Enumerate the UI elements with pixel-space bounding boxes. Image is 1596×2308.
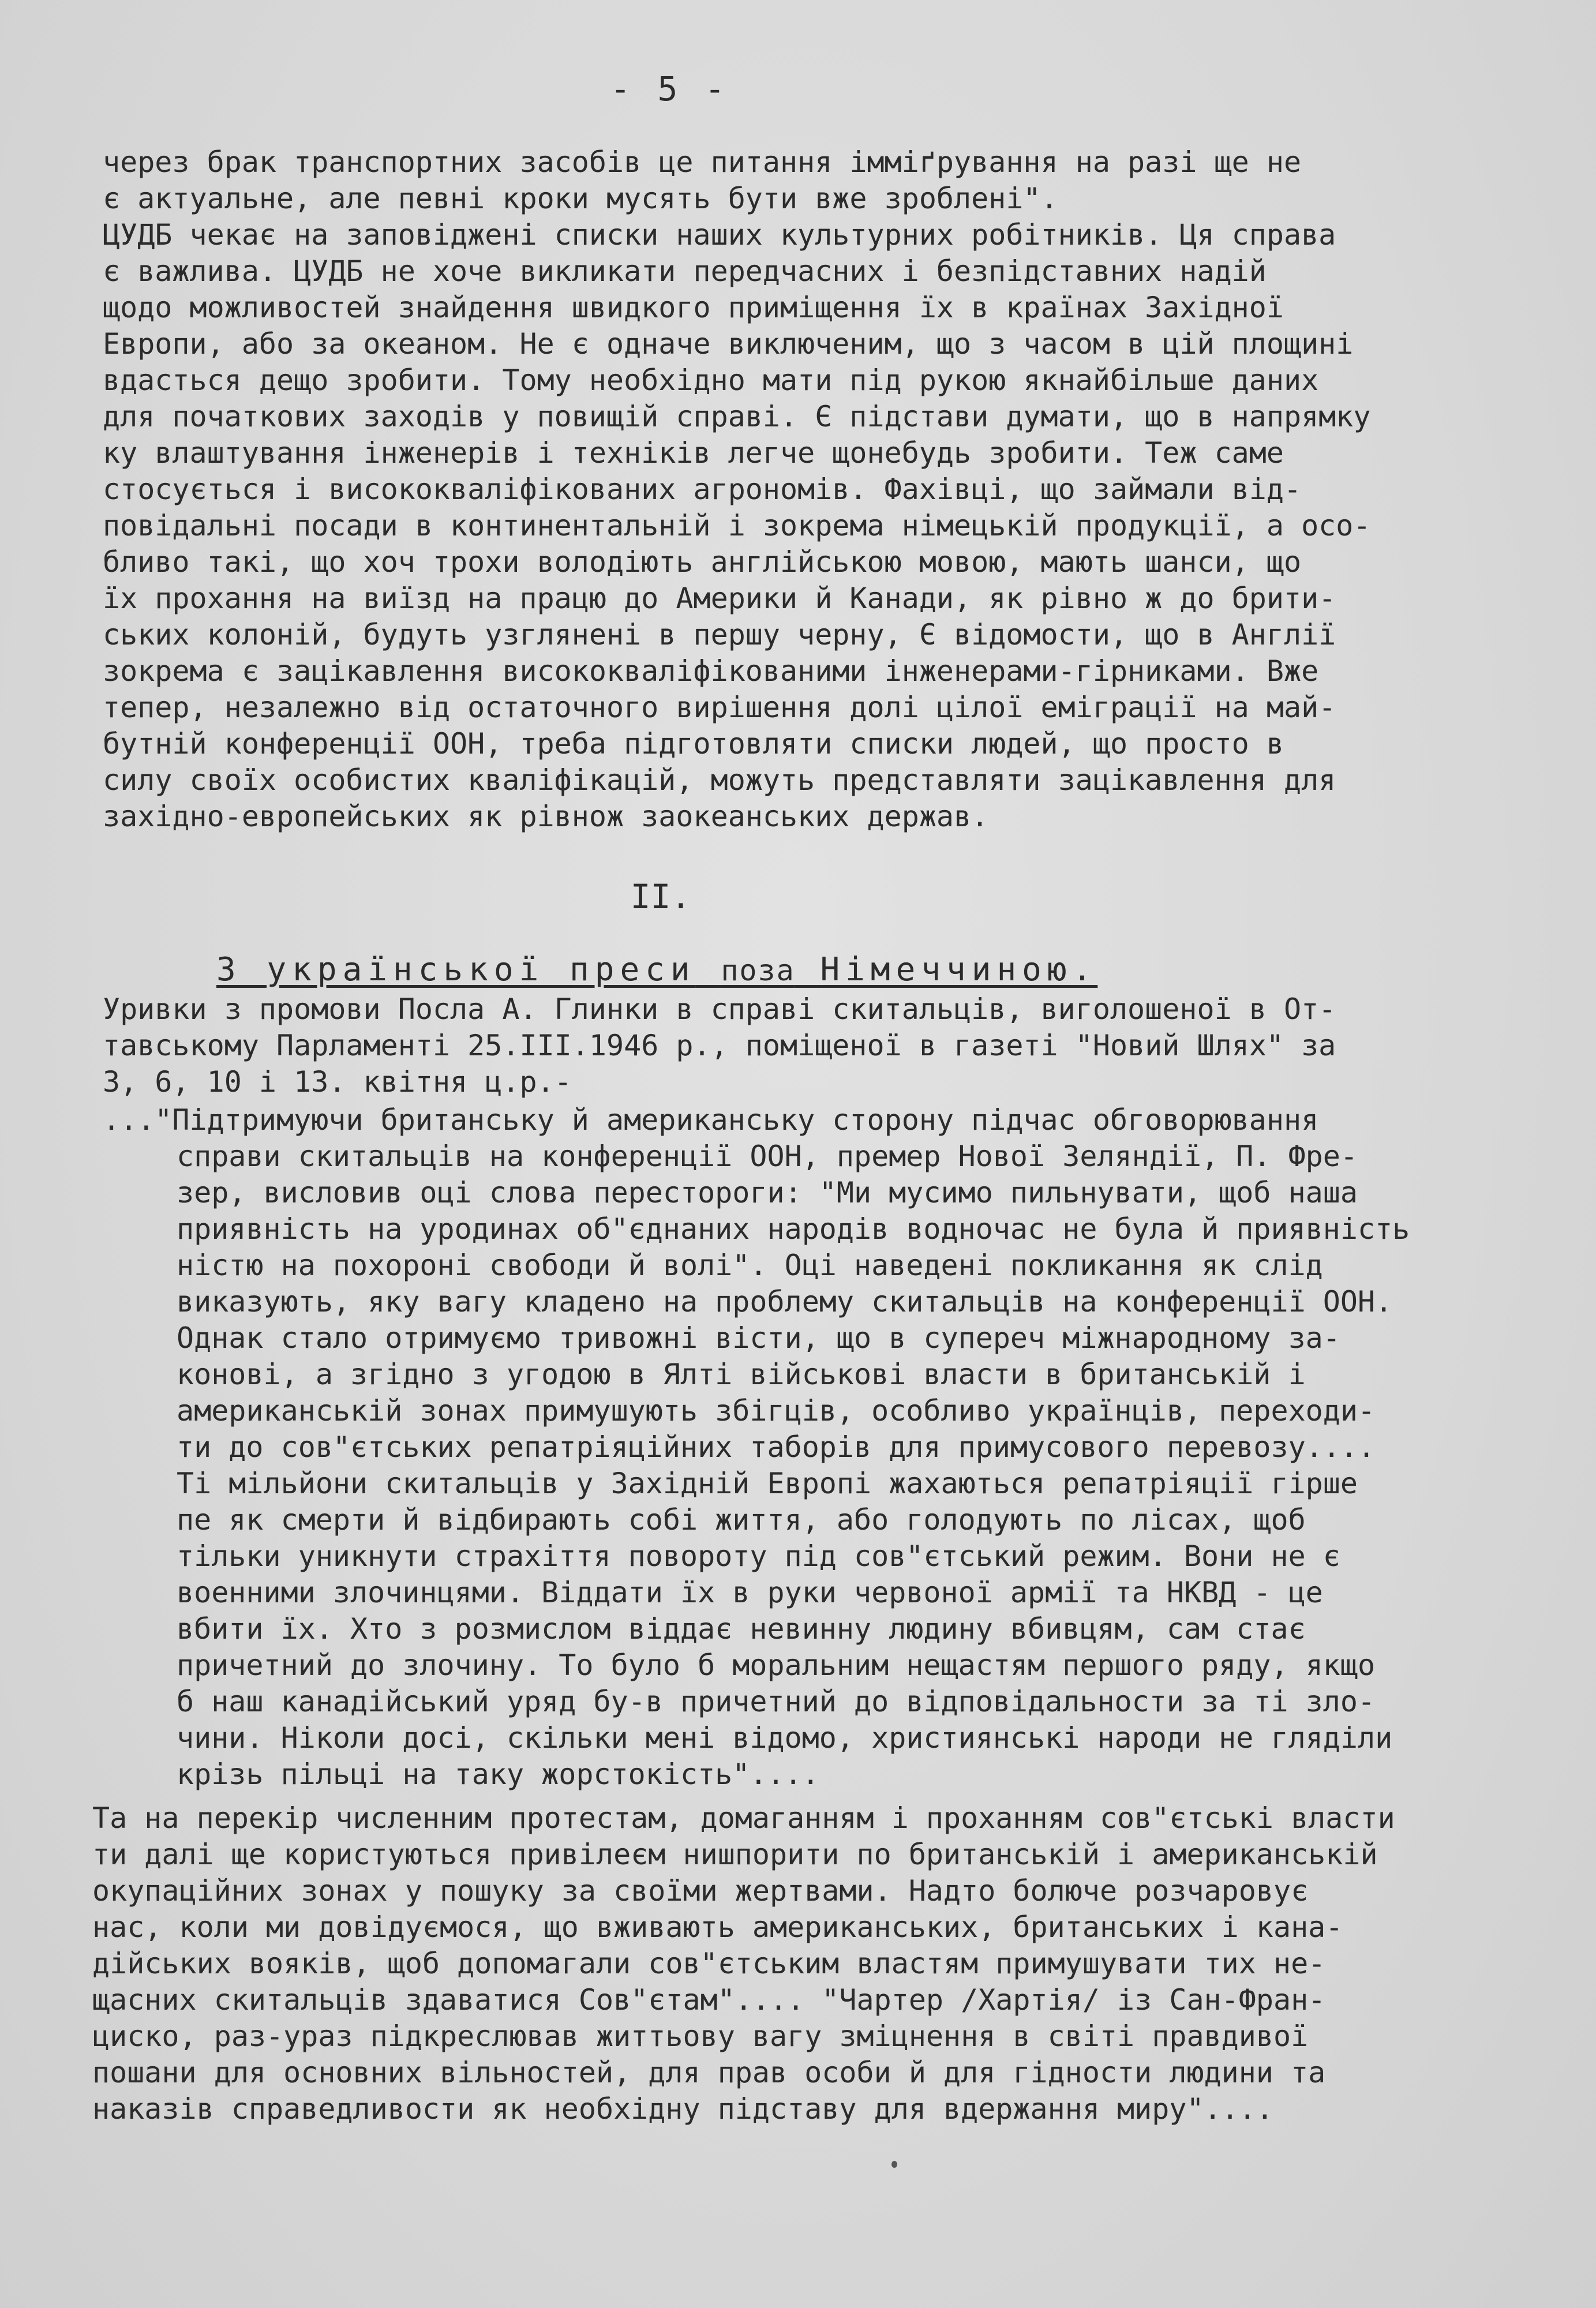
- text-line: вдасться дещо зробити. Тому необхідно мати під рукою якнайбільше даних: [103, 364, 1319, 397]
- text-line: пошани для основних вільностей, для прав особи й для гідности людини та: [92, 2056, 1326, 2089]
- text-line: ЦУДБ чекає на заповіджені списки наших культурних робітників. Ця справа: [103, 218, 1336, 252]
- text-line: західно-европейських як рівнож заокеанських держав.: [103, 800, 989, 833]
- text-line: пе як смерти й відбирають собі життя, або голодують по лісах, щоб: [177, 1503, 1306, 1537]
- text-line: бутній конференції ООН, треба підготовляти списки людей, що просто в: [103, 727, 1284, 760]
- text-line: ку влаштування інженерів і техніків легче щонебудь зробити. Теж саме: [103, 436, 1284, 470]
- text-line: американській зонах примушують збігців, особливо українців, переходи-: [177, 1394, 1376, 1427]
- text-line: стосується і висококваліфікованих агрономів. Фахівці, що займали від-: [103, 473, 1302, 506]
- excerpt-intro: [103, 991, 1336, 1100]
- text-line: дійських вояків, щоб допомагали сов"єтським властям примушувати тих не-: [92, 1947, 1326, 1980]
- section-heading-part: Німеччиною.: [820, 951, 1098, 988]
- text-line: силу своїх особистих кваліфікацій, можуть представляти зацікавлення для: [103, 763, 1336, 797]
- text-line: вбити їх. Хто з розмислом віддає невинну людину вбивцям, сам стає: [177, 1612, 1306, 1646]
- text-line: тепер, незалежно від остаточного вирішення долі цілої еміграції на май-: [103, 691, 1336, 724]
- quotation-block: [103, 1102, 1410, 1793]
- text-line: виказують, яку вагу кладено на проблему скитальців на конференції ООН.: [177, 1285, 1393, 1318]
- text-line: циско, раз-ураз підкреслював життьову вагу зміцнення в світі правдивої: [92, 2019, 1309, 2053]
- text-line: зокрема є зацікавлення висококваліфікованими інженерами-гірниками. Вже: [103, 654, 1319, 688]
- text-line: Уривки з промови Посла А. Глинки в справі скитальців, виголошеної в От-: [103, 992, 1336, 1026]
- text-line: ських колоній, будуть узглянені в першу черну, Є відомости, що в Англії: [103, 618, 1336, 651]
- text-line: повідальні посади в континентальній і зокрема німецькій продукції, а осо-: [103, 509, 1371, 542]
- text-line: ти далі ще користуються привілеєм нишпорити по британській і американській: [92, 1838, 1378, 1871]
- text-line: чини. Ніколи досі, скільки мені відомо, християнські народи не глядiли: [177, 1721, 1393, 1755]
- section-heading: [216, 951, 1097, 988]
- text-line: їх прохання на виїзд на працю до Америки й Канади, як рівно ж до брити-: [103, 582, 1336, 615]
- text-line: б наш канадійський уряд бу-в причетний до відповідальности за ті зло-: [177, 1685, 1376, 1718]
- text-line: ністю на похороні свободи й волі". Оці наведені покликання як слід: [177, 1249, 1323, 1282]
- text-line: ..."Підтримуючи британську й американську сторону підчас обговорювання: [103, 1103, 1319, 1137]
- closing-paragraph: [92, 1800, 1395, 2127]
- text-line: Европи, або за океаном. Не є одначе виключеним, що з часом в цій площині: [103, 327, 1354, 361]
- ink-speck: [891, 2161, 897, 2168]
- text-line: нас, коли ми довідуємося, що вживають американських, британських і кана-: [92, 1910, 1343, 1944]
- text-line: зер, висловив оці слова перестороги: "Ми мусимо пильнувати, щоб наша: [177, 1176, 1358, 1209]
- text-line: военними злочинцями. Віддати їх в руки червоної армії та НКВД - це: [177, 1576, 1323, 1609]
- text-line: Ті мільйони скитальців у Західній Европі жахаються репатріяції гірше: [177, 1467, 1358, 1500]
- text-line: окупаційних зонах у пошуку за своїми жертвами. Надто болюче розчаровує: [92, 1874, 1309, 1908]
- text-line: для початкових заходів у повищій справі. Є підстави думати, що в напрямку: [103, 400, 1371, 433]
- text-line: щасних скитальців здаватися Сов"єтам".... "Чартер /Хартія/ із Сан-Фран-: [92, 1983, 1326, 2017]
- text-line: є важлива. ЦУДБ не хоче викликати передчасних і безпідставних надій: [103, 254, 1267, 288]
- text-line: тавському Парламенті 25.III.1946 р., поміщеної в газеті "Новий Шлях" за: [103, 1029, 1336, 1062]
- text-line: тільки уникнути страхіття повороту під сов"єтський режим. Вони не є: [177, 1539, 1340, 1573]
- section-heading-part: поза: [721, 954, 795, 987]
- text-line: є актуальне, але певні кроки мусять бути вже зроблені".: [103, 182, 1058, 215]
- section-heading-part: З української преси: [216, 951, 696, 988]
- text-line: наказів справедливости як необхідну підставу для вдержання миру"....: [92, 2092, 1273, 2126]
- section-number: II.: [630, 877, 691, 916]
- text-line: причетний до злочину. То було б моральним нещастям першого ряду, якщо: [177, 1648, 1376, 1682]
- text-line: приявність на уродинах об"єднаних народів водночас не була й приявність: [177, 1212, 1410, 1246]
- text-line: щодо можливостей знайдення швидкого приміщення їх в країнах Західної: [103, 291, 1284, 324]
- text-line: Однак стало отримуємо тривожні вісти, що в супереч міжнародному за-: [177, 1321, 1340, 1355]
- text-line: 3, 6, 10 і 13. квітня ц.р.-: [103, 1065, 572, 1099]
- text-line: справи скитальців на конференції ООН, премер Нової Зеляндії, П. Фре-: [177, 1140, 1358, 1173]
- page-number: - 5 -: [610, 69, 729, 108]
- intro-paragraph: [103, 144, 1371, 835]
- text-line: конові, а згідно з угодою в Ялті військові власти в британській і: [177, 1358, 1306, 1391]
- text-line: крізь пільці на таку жорстокість"....: [177, 1758, 819, 1791]
- text-line: через брак транспортних засобів це питання імміґрування на разі ще не: [103, 145, 1302, 179]
- text-line: Та на перекір численним протестам, домаганням і проханням сов"єтські власти: [92, 1801, 1395, 1835]
- text-line: ти до сов"єтських репатріяційних таборів для примусового перевозу....: [177, 1430, 1376, 1464]
- text-line: бливо такі, що хоч трохи володіють англійською мовою, мають шанси, що: [103, 545, 1302, 579]
